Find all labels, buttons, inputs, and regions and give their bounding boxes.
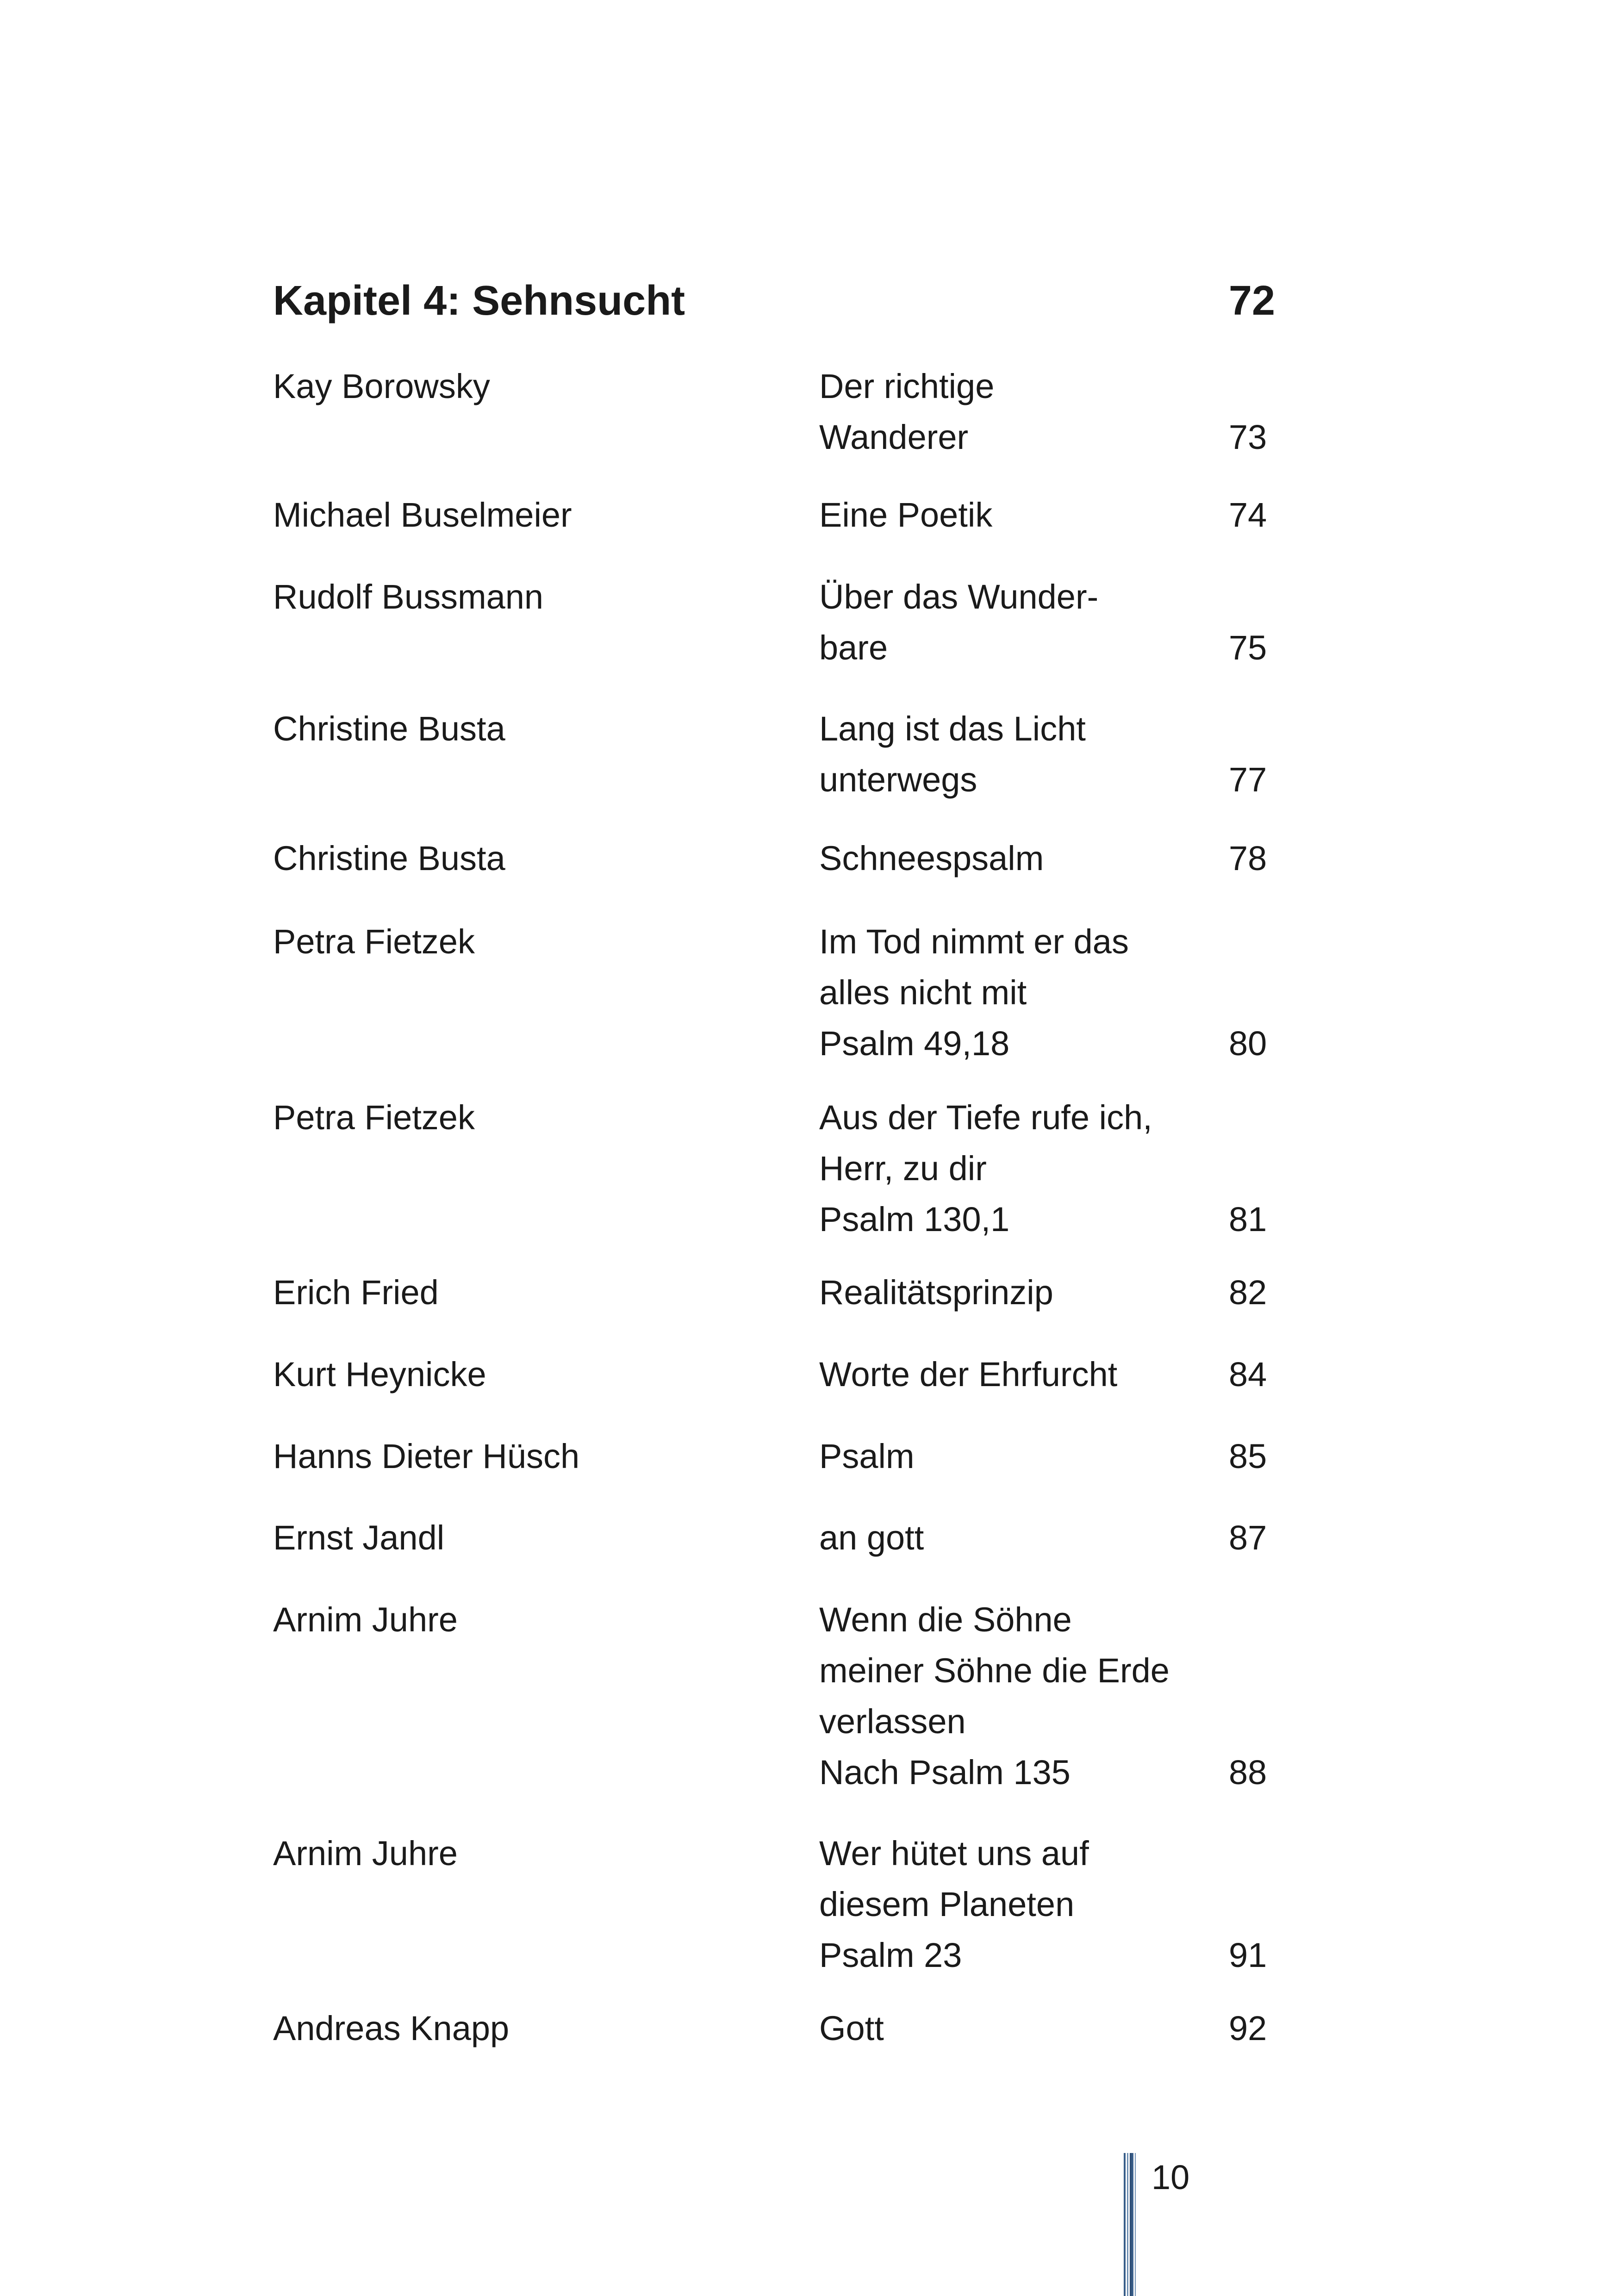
toc-page-number: 73 [1229,418,1267,456]
toc-entry [0,703,1618,805]
toc-page-number: 75 [1229,628,1267,667]
toc-author: Petra Fietzek [273,922,475,961]
toc-title [819,833,1226,884]
toc-entry [0,1431,1618,1482]
toc-author: Erich Fried [273,1273,439,1312]
toc-title [819,1431,1226,1482]
toc-title-line: an gott [819,1518,924,1557]
toc-entry [0,1828,1618,1981]
toc-title [819,1092,1226,1245]
toc-page-number: 82 [1229,1273,1267,1312]
toc-author: Ernst Jandl [273,1518,445,1557]
toc-title-line: diesem Planeten [819,1885,1075,1923]
toc-title-line: alles nicht mit [819,973,1027,1012]
toc-entry [0,1512,1618,1563]
toc-title-line: Wanderer [819,418,969,456]
toc-entry [0,490,1618,541]
toc-title-line: Wer hütet uns auf [819,1834,1089,1873]
toc-author: Arnim Juhre [273,1600,458,1639]
footer-decorative-bar [1124,2153,1136,2296]
toc-entry [0,1092,1618,1245]
toc-title-line: Nach Psalm 135 [819,1753,1070,1792]
toc-title [819,1349,1226,1400]
toc-title-line: Im Tod nimmt er das [819,922,1129,961]
toc-page-number: 81 [1229,1200,1267,1238]
toc-author: Petra Fietzek [273,1098,475,1137]
toc-title [819,1828,1226,1981]
toc-entry [0,1267,1618,1318]
toc-title-line: Realitätsprinzip [819,1273,1053,1312]
toc-title-line: bare [819,628,888,667]
toc-author: Michael Buselmeier [273,496,572,534]
chapter-page-number: 72 [1229,278,1276,324]
toc-title-line: Gott [819,2009,884,2047]
toc-title-line: Lang ist das Licht [819,709,1086,748]
toc-entry [0,1594,1618,1798]
chapter-title: Kapitel 4: Sehnsucht [273,278,685,324]
toc-title-line: Schneespsalm [819,839,1044,877]
toc-author: Andreas Knapp [273,2009,510,2047]
toc-title [819,1594,1226,1798]
toc-title-line: Psalm [819,1437,915,1475]
toc-page-number: 85 [1229,1437,1267,1475]
toc-title [819,703,1226,805]
toc-title-line: Eine Poetik [819,496,993,534]
toc-page-number: 92 [1229,2009,1267,2047]
toc-author: Kay Borowsky [273,367,490,405]
toc-title-line: Psalm 130,1 [819,1200,1010,1238]
toc-author: Rudolf Bussmann [273,578,544,616]
toc-page-number: 91 [1229,1936,1267,1974]
toc-author: Kurt Heynicke [273,1355,486,1394]
toc-page-number: 80 [1229,1024,1267,1063]
toc-entry [0,572,1618,673]
toc-title [819,1267,1226,1318]
toc-title [819,361,1226,463]
toc-title [819,572,1226,673]
toc-title-line: Aus der Tiefe rufe ich, [819,1098,1152,1137]
toc-title-line: Herr, zu dir [819,1149,987,1188]
toc-entry [0,2003,1618,2054]
toc-title-line: meiner Söhne die Erde [819,1651,1170,1690]
toc-page-number: 84 [1229,1355,1267,1394]
toc-title-line: Der richtige [819,367,995,405]
toc-entry [0,916,1618,1069]
toc-title-line: verlassen [819,1702,966,1741]
toc-title-line: Psalm 23 [819,1936,962,1974]
toc-page-number: 88 [1229,1753,1267,1792]
toc-title-line: Worte der Ehrfurcht [819,1355,1118,1394]
toc-entry [0,1349,1618,1400]
toc-author: Christine Busta [273,839,505,877]
toc-title [819,2003,1226,2054]
toc-title [819,916,1226,1069]
toc-page-number: 77 [1229,760,1267,799]
footer-page-number: 10 [1151,2158,1190,2196]
toc-entry [0,361,1618,463]
toc-title-line: Über das Wunder- [819,578,1099,616]
toc-title [819,490,1226,541]
toc-page-number: 87 [1229,1518,1267,1557]
toc-author: Arnim Juhre [273,1834,458,1873]
toc-title-line: unterwegs [819,760,977,799]
toc-page-number: 74 [1229,496,1267,534]
toc-title [819,1512,1226,1563]
toc-author: Christine Busta [273,709,505,748]
toc-author: Hanns Dieter Hüsch [273,1437,580,1475]
toc-title-line: Psalm 49,18 [819,1024,1010,1063]
toc-page-number: 78 [1229,839,1267,877]
toc-title-line: Wenn die Söhne [819,1600,1072,1639]
toc-entry [0,833,1618,884]
